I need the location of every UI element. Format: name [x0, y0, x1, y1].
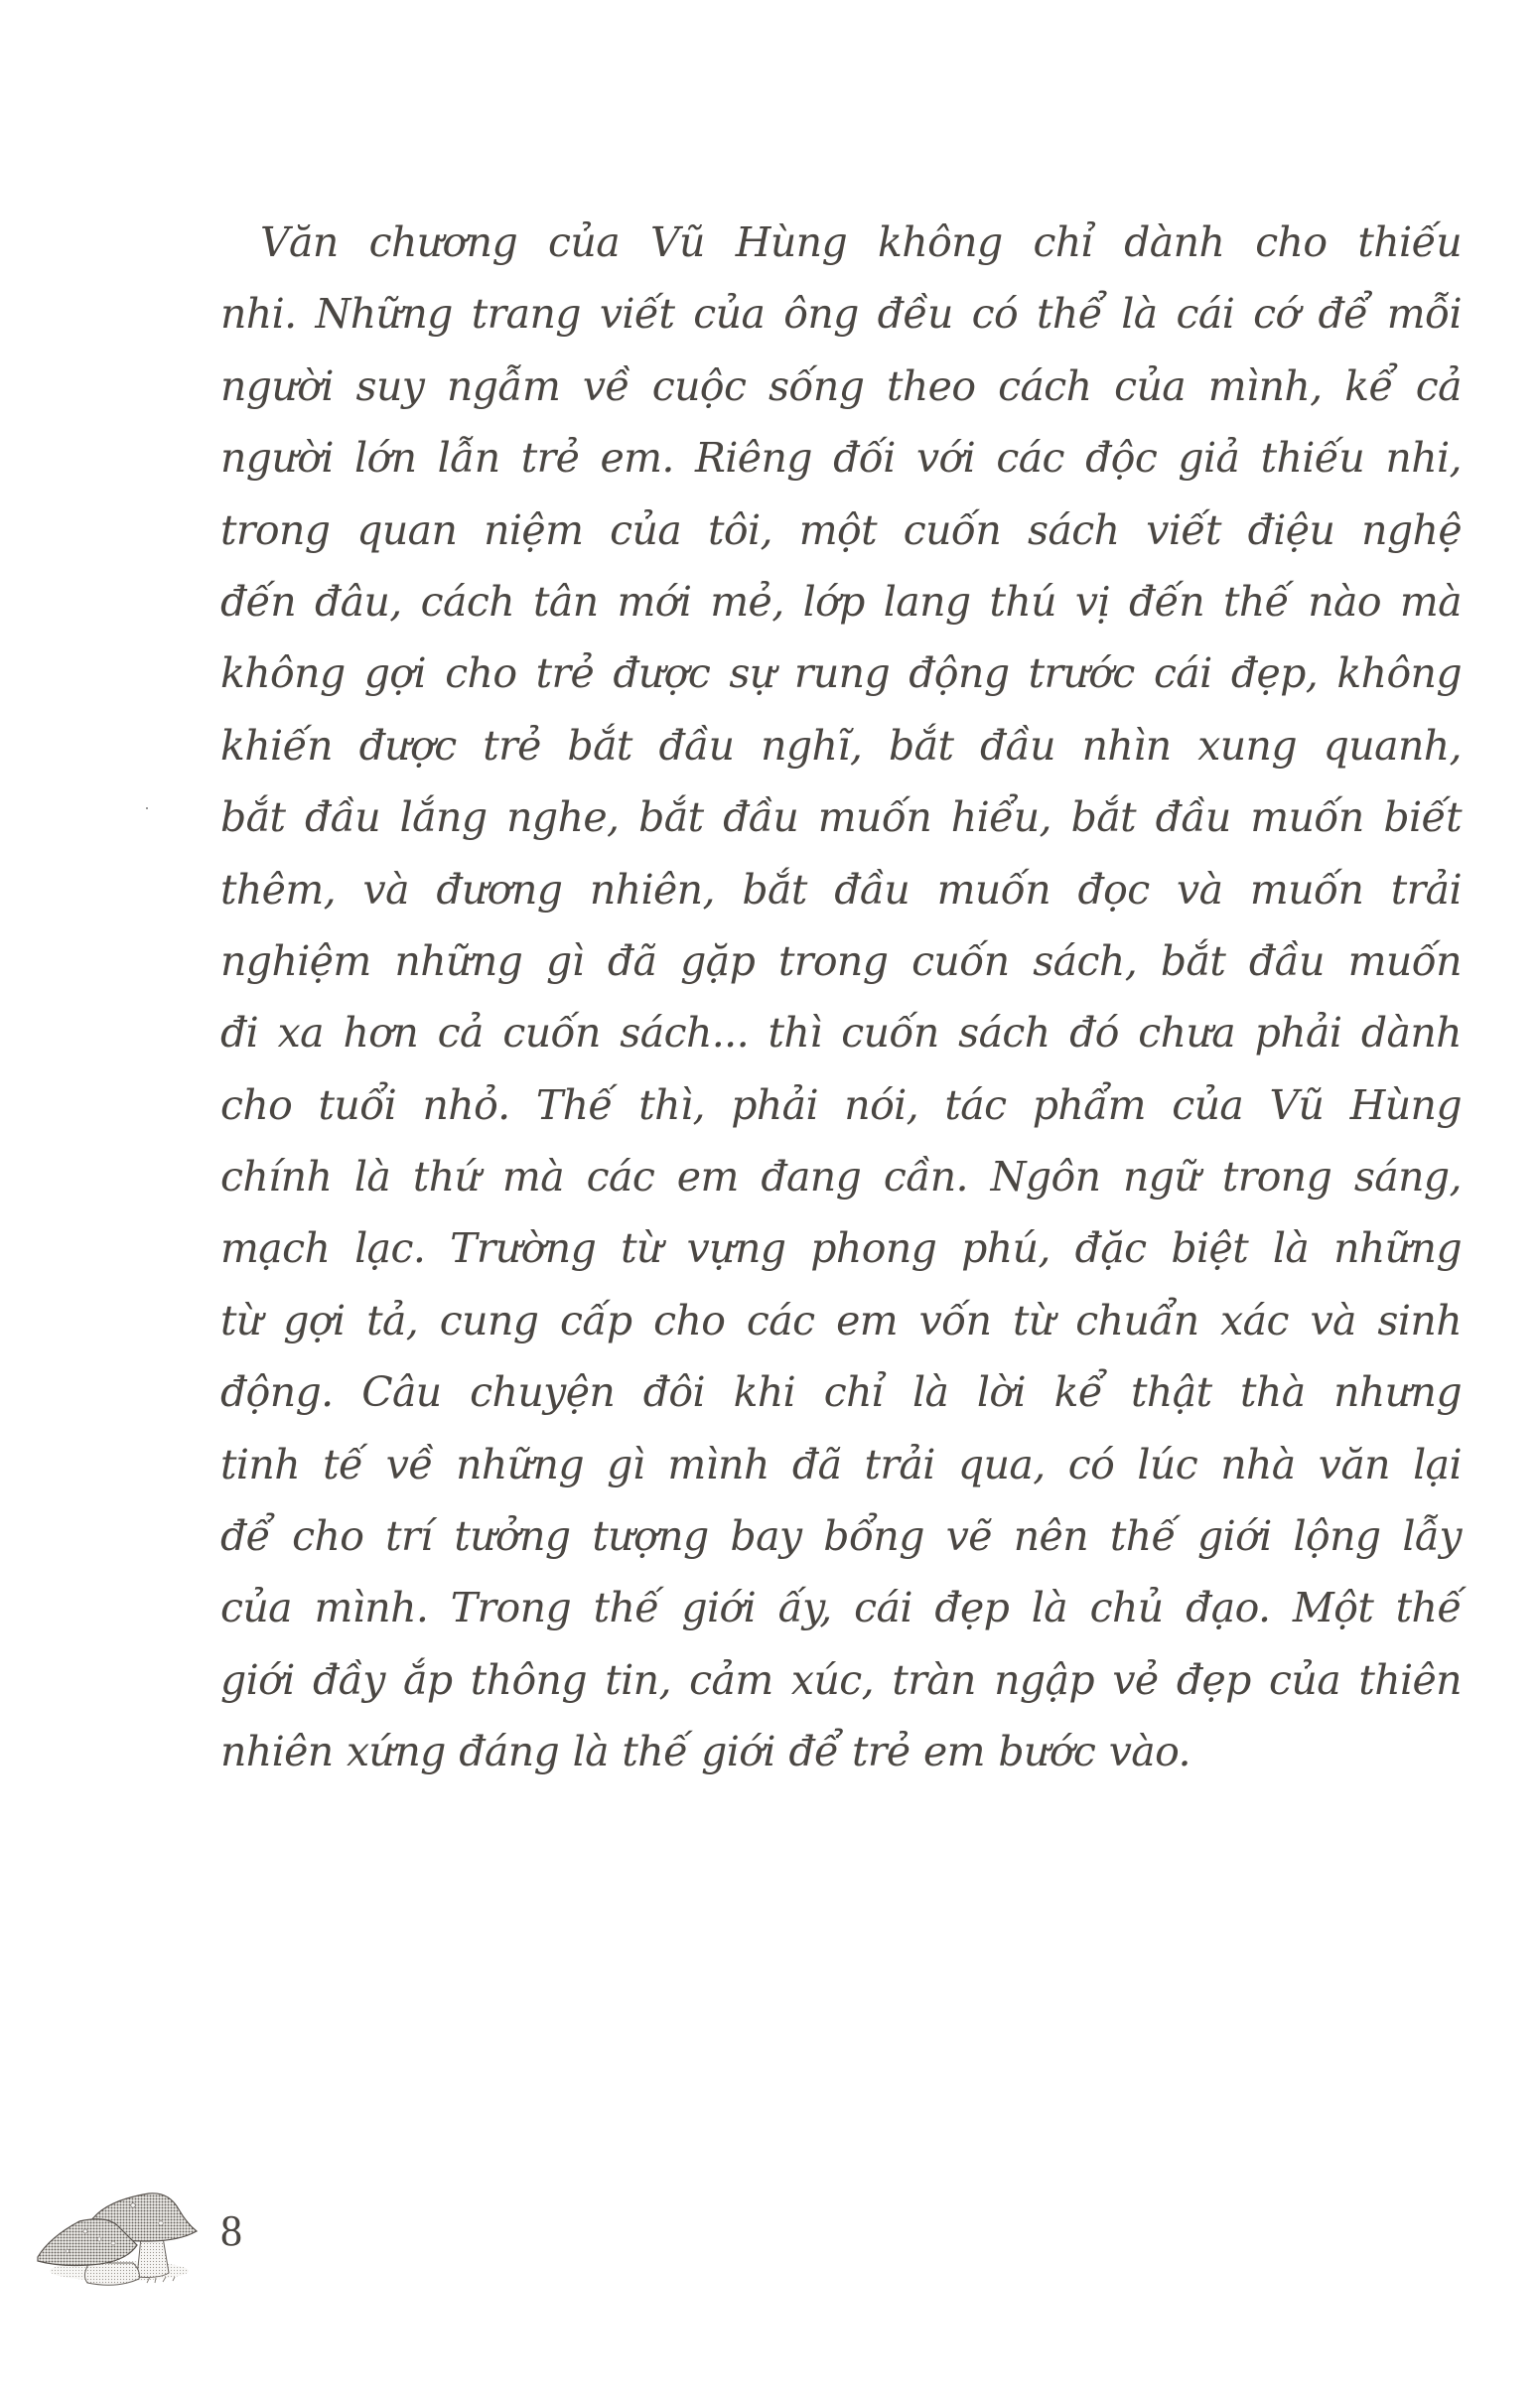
page-number: 8 — [220, 2206, 242, 2255]
paragraph-line: bắt đầu lắng nghe, bắt đầu muốn hiểu, bắt đầu muốn biết — [220, 793, 1462, 842]
paragraph-line: nghiệm những gì đã gặp trong cuốn sách, bắt đầu muốn — [220, 936, 1462, 985]
paragraph-line: nhi. Những trang viết của ông đều có thể là cái cớ để mỗi — [220, 290, 1462, 339]
paragraph-line: người lớn lẫn trẻ em. Riêng đối với các độc giả thiếu nhi, — [220, 434, 1462, 483]
paragraph-line: từ gợi tả, cung cấp cho các em vốn từ chuẩn xác và sinh — [220, 1296, 1462, 1344]
paragraph-line: của mình. Trong thế giới ấy, cái đẹp là chủ đạo. Một thế — [220, 1584, 1462, 1632]
body-paragraph — [220, 207, 1462, 1788]
paragraph-line: giới đầy ắp thông tin, cảm xúc, tràn ngập vẻ đẹp của thiên — [220, 1655, 1462, 1704]
paragraph-line: đến đâu, cách tân mới mẻ, lớp lang thú vị đến thế nào mà — [220, 577, 1462, 626]
page-footer — [30, 2180, 268, 2309]
paragraph-line: tinh tế về những gì mình đã trải qua, có lúc nhà văn lại — [220, 1440, 1462, 1488]
paragraph-line: chính là thứ mà các em đang cần. Ngôn ngữ trong sáng, — [220, 1153, 1462, 1201]
mushrooms-illustration-icon — [30, 2180, 199, 2289]
paragraph-line: không gợi cho trẻ được sự rung động trước cái đẹp, không — [220, 649, 1462, 698]
paragraph-line: khiến được trẻ bắt đầu nghĩ, bắt đầu nhìn xung quanh, — [220, 721, 1462, 770]
paragraph-line: thêm, và đương nhiên, bắt đầu muốn đọc và muốn trải — [220, 865, 1462, 914]
paragraph-line: cho tuổi nhỏ. Thế thì, phải nói, tác phẩm của Vũ Hùng — [220, 1080, 1462, 1129]
paragraph-line: Văn chương của Vũ Hùng không chỉ dành cho thiếu — [260, 218, 1462, 266]
paragraph-line: nhiên xứng đáng là thế giới để trẻ em bước vào. — [220, 1728, 1190, 1776]
paragraph-line: để cho trí tưởng tượng bay bổng vẽ nên thế giới lộng lẫy — [220, 1512, 1462, 1561]
paragraph-line: động. Câu chuyện đôi khi chỉ là lời kể thật thà nhưng — [220, 1368, 1462, 1417]
paragraph-line: người suy ngẫm về cuộc sống theo cách của mình, kể cả — [220, 361, 1462, 410]
paragraph-line: mạch lạc. Trường từ vựng phong phú, đặc biệt là những — [220, 1224, 1462, 1273]
paragraph-line: trong quan niệm của tôi, một cuốn sách viết điệu nghệ — [220, 505, 1462, 554]
scan-speck — [146, 807, 148, 809]
paragraph-line: đi xa hơn cả cuốn sách... thì cuốn sách đó chưa phải dành — [220, 1009, 1462, 1058]
